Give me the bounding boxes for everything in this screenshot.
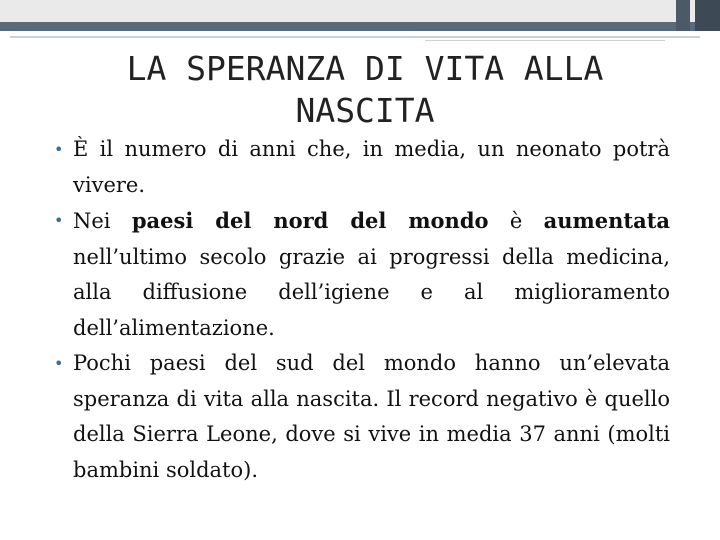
bullet-text: Nei <box>73 209 132 233</box>
header-bar-dark <box>0 22 720 31</box>
bullet-item <box>52 203 670 346</box>
bullet-bold-text: aumentata <box>543 208 671 233</box>
bullet-text: nell’ultimo secolo grazie ai progressi della medicina, alla diffusione dell’igiene e al miglioramento dell’alimentazione. <box>73 244 670 340</box>
slide-title: LA SPERANZA DI VITA ALLA NASCITA <box>126 49 604 130</box>
bullet-item <box>52 132 670 203</box>
bullet-text: è <box>488 209 544 233</box>
header-bar-accent <box>676 0 690 31</box>
header-divider-short <box>425 40 665 41</box>
bullet-item <box>52 346 670 488</box>
bullet-bold-text: paesi del nord del mondo <box>131 208 489 233</box>
bullet-icon: • <box>54 211 64 230</box>
bullet-list <box>52 132 670 488</box>
bullet-text: È il numero di anni che, in media, un neonato potrà vivere. <box>73 137 670 197</box>
header-bar <box>0 0 720 26</box>
bullet-icon: • <box>54 140 64 159</box>
bullet-text: Pochi paesi del sud del mondo hanno un’elevata speranza di vita alla nascita. Il record negativo è quello della Sierra Leone, dove si vive in media 37 anni (molti bambini soldato). <box>73 351 670 482</box>
header-bar-light <box>0 0 720 22</box>
header-bar-corner <box>695 0 720 31</box>
header-divider <box>10 36 700 38</box>
bullet-icon: • <box>54 354 64 373</box>
